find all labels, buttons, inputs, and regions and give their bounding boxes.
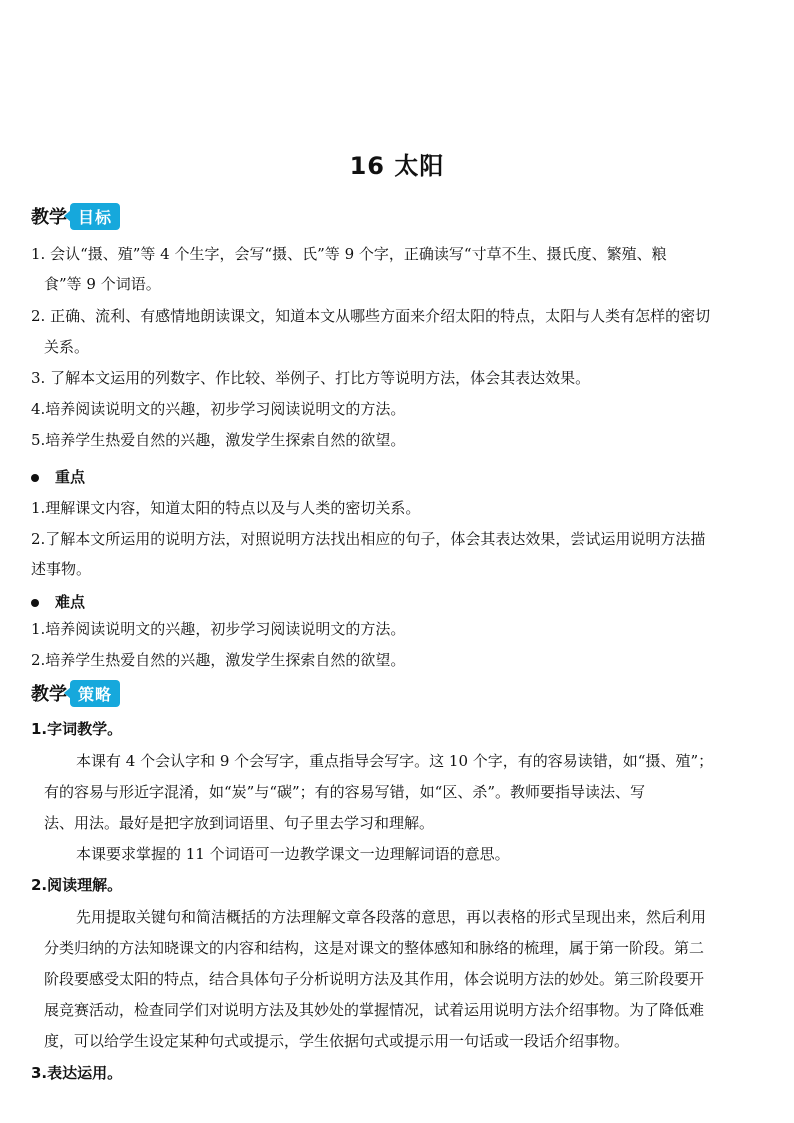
key-point-line: 述事物。 [31, 560, 92, 578]
goal-line: 食”等 9 个词语。 [44, 275, 161, 293]
strategy-line: 本课要求掌握的 11 个词语可一边教学课文一边理解词语的意思。 [76, 845, 510, 863]
strategy-line: 本课有 4 个会认字和 9 个会写字，重点指导会写字。这 10 个字，有的容易读错，如“摄、殖”； [76, 752, 714, 770]
bullet-icon [31, 599, 39, 607]
difficulty-line: 2.培养学生热爱自然的兴趣，激发学生探索自然的欲望。 [31, 651, 406, 669]
section-badge-strategy [31, 680, 120, 706]
strategy-line: 先用提取关键句和简洁概括的方法理解文章各段落的意思，再以表格的形式呈现出来，然后利用 [76, 908, 707, 926]
badge-label: 目标 [70, 203, 120, 230]
goal-line: 4.培养阅读说明文的兴趣，初步学习阅读说明文的方法。 [31, 400, 406, 418]
strategy-line: 阶段要感受太阳的特点，结合具体句子分析说明方法及其作用，体会说明方法的妙处。第三阶段要开 [44, 970, 705, 988]
badge-label: 策略 [70, 680, 120, 707]
strategy-line: 分类归纳的方法知晓课文的内容和结构，这是对课文的整体感知和脉络的梳理，属于第一阶段。第二 [44, 939, 705, 957]
strategy-line: 法、用法。最好是把字放到词语里、句子里去学习和理解。 [44, 814, 435, 832]
goal-line: 3. 了解本文运用的列数字、作比较、举例子、打比方等说明方法，体会其表达效果。 [31, 369, 591, 387]
strategy-heading-2: 2.阅读理解。 [31, 876, 123, 894]
strategy-heading-1: 1.字词教学。 [31, 720, 123, 738]
section-badge-goals [31, 203, 120, 229]
goal-line: 5.培养学生热爱自然的兴趣，激发学生探索自然的欲望。 [31, 431, 406, 449]
bullet-icon [31, 474, 39, 482]
badge-prefix: 教学 [31, 684, 67, 705]
badge-prefix: 教学 [31, 207, 67, 228]
strategy-line: 有的容易与形近字混淆，如“炭”与“碳”；有的容易写错，如“区、杀”。教师要指导读法、写 [44, 783, 646, 801]
goal-line: 1. 会认“摄、殖”等 4 个生字，会写“摄、氏”等 9 个字，正确读写“寸草不生、摄氏度、繁殖、粮 [31, 245, 667, 263]
goal-line: 2. 正确、流利、有感情地朗读课文，知道本文从哪些方面来介绍太阳的特点，太阳与人类有怎样的密切 [31, 307, 711, 325]
key-point-line: 2.了解本文所运用的说明方法，对照说明方法找出相应的句子，体会其表达效果，尝试运用说明方法描 [31, 530, 706, 548]
difficulties-heading: 难点 [31, 591, 85, 612]
page-title: 16 太阳 [349, 152, 445, 180]
goal-line: 关系。 [44, 338, 90, 356]
difficulty-line: 1.培养阅读说明文的兴趣，初步学习阅读说明文的方法。 [31, 620, 406, 638]
key-points-heading: 重点 [31, 466, 85, 487]
key-point-line: 1.理解课文内容，知道太阳的特点以及与人类的密切关系。 [31, 499, 421, 517]
strategy-line: 展竞赛活动，检查同学们对说明方法及其妙处的掌握情况，试着运用说明方法介绍事物。为了降低难 [44, 1001, 705, 1019]
strategy-line: 度，可以给学生设定某种句式或提示，学生依据句式或提示用一句话或一段话介绍事物。 [44, 1032, 630, 1050]
strategy-heading-3: 3.表达运用。 [31, 1064, 123, 1082]
